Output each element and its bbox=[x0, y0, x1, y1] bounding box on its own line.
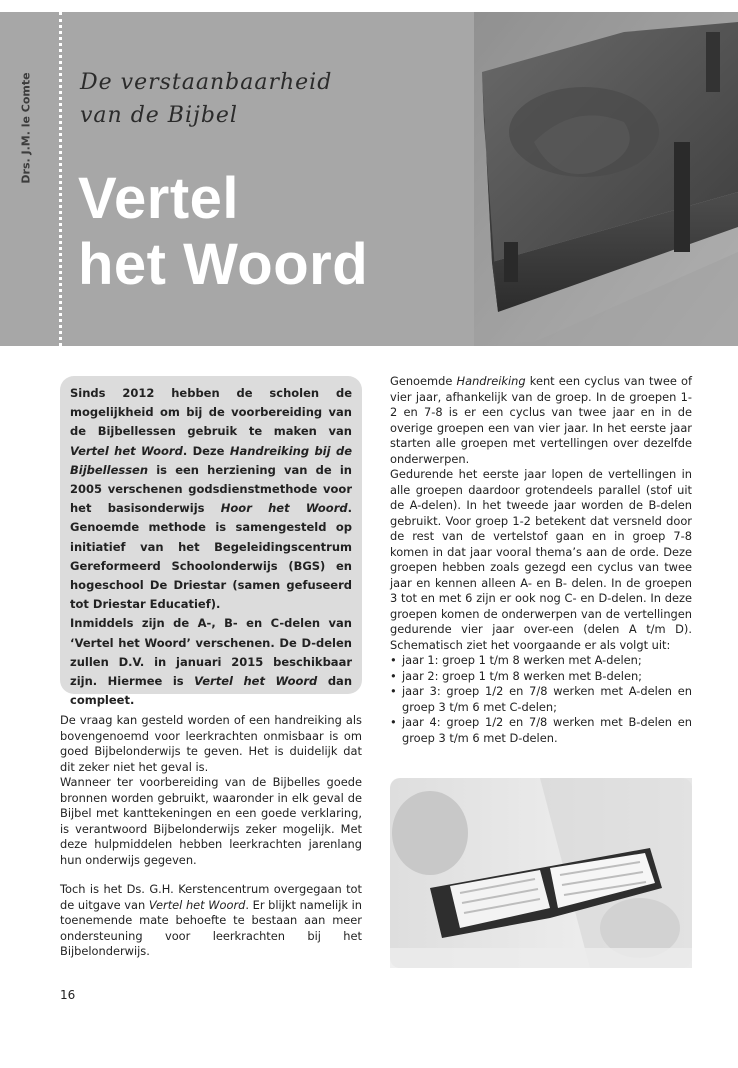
list-item: • jaar 3: groep 1/2 en 7/8 werken met A-delen en groep 3 t/m 6 met C-delen; bbox=[390, 684, 692, 715]
title-line: Vertel bbox=[78, 166, 239, 231]
reading-bible-photo bbox=[390, 778, 692, 968]
list-item: • jaar 2: groep 1 t/m 8 werken met B-delen; bbox=[390, 669, 692, 685]
body-paragraph: De vraag kan gesteld worden of een handreiking als bovengenoemd voor leerkrachten onmisbaar is om goed Bijbelonderwijs te geven. Het is duidelijk dat dit zeker niet het geval is. bbox=[60, 713, 362, 774]
body-paragraph: Wanneer ter voorbereiding van de Bijbelles goede bronnen worden gebruikt, waaronder in elk geval de Bijbel met kanttekeningen en een goede verklaring, is verantwoord Bijbelonderwijs zeker mogelijk. Met deze hulpmiddelen hebben leerkrachten jarenlang hun onderwijs gegeven. bbox=[60, 775, 362, 867]
schedule-list bbox=[390, 653, 692, 746]
intro-paragraph: Inmiddels zijn de A-, B- en C-delen van ‘Vertel het Woord’ verschenen. De D-delen zullen D.V. in januari 2015 beschikbaar zijn. Hiermee is Vertel het Woord dan compleet. bbox=[70, 616, 353, 708]
left-column bbox=[60, 713, 362, 960]
book-clasp bbox=[674, 142, 690, 252]
intro-paragraph: Sinds 2012 hebben de scholen de mogelijkheid om bij de voorbereiding van de Bijbellessen gebruik te maken van Vertel het Woord. Deze Handreiking bij de Bijbellessen is een herziening van de in 2005 verschenen godsdienstmethode voor het basisonderwijs Hoor het Woord. Genoemde methode is samengesteld op initiatief van het Begeleidingscentrum Gereformeerd Schoolonderwijs (BGS) en hogeschool De Driestar (samen gefuseerd tot Driestar Educatief). bbox=[70, 386, 352, 612]
body-paragraph: Gedurende het eerste jaar lopen de vertellingen in alle groepen daardoor grotendeels parallel (stof uit de A-delen). In het tweede jaar worden de B-delen gebruikt. Voor groep 1-2 betekent dat versneld door de rest van de vertelstof gaan en in groep 7-8 komen in dat jaar vooral thema’s aan de orde. Deze groepen hebben zoals gezegd een cyclus van twee jaar en kennen alleen A- en B- delen. In de groepen 3 tot en met 6 zijn er ook nog C- en D-delen. In deze groepen komen de onderwerpen van de vertellingen gedurende vier jaar over-een (delen A t/m D). Schematisch ziet het voorgaande er als volgt uit: bbox=[390, 467, 692, 652]
page-title bbox=[78, 166, 468, 298]
hand-left bbox=[392, 791, 468, 875]
title-line: het Woord bbox=[78, 232, 369, 297]
list-item: • jaar 1: groep 1 t/m 8 werken met A-delen; bbox=[390, 653, 692, 669]
book-clasp bbox=[706, 32, 720, 92]
kicker-line: De verstaanbaarheid bbox=[80, 70, 333, 95]
old-bible-photo bbox=[474, 12, 738, 346]
body-paragraph: Toch is het Ds. G.H. Kerstencentrum overgegaan tot de uitgave van Vertel het Woord. Er blijkt namelijk in toenemende mate behoefte te bestaan aan meer ondersteuning voor leerkrachten bij het Bijbelonderwijs. bbox=[60, 882, 362, 958]
dotted-divider bbox=[59, 12, 62, 346]
list-item: • jaar 4: groep 1/2 en 7/8 werken met B-delen en groep 3 t/m 6 met D-delen. bbox=[390, 715, 692, 746]
kicker-line: van de Bijbel bbox=[80, 103, 238, 128]
kicker bbox=[80, 66, 460, 132]
author-sidebar bbox=[6, 12, 46, 346]
right-column bbox=[390, 374, 692, 746]
page-number: 16 bbox=[60, 988, 76, 1002]
body-paragraph: Genoemde Handreiking kent een cyclus van twee of vier jaar, afhankelijk van de groep. In de groepen 1-2 en 7-8 is er een cyclus van twee jaar en in de overige groepen een van vier jaar. In het eerste jaar starten alle groepen met vertellingen over dezelfde onderwerpen. bbox=[390, 374, 692, 466]
intro-text bbox=[70, 384, 352, 710]
author-name: Drs. J.M. le Comte bbox=[19, 72, 33, 184]
